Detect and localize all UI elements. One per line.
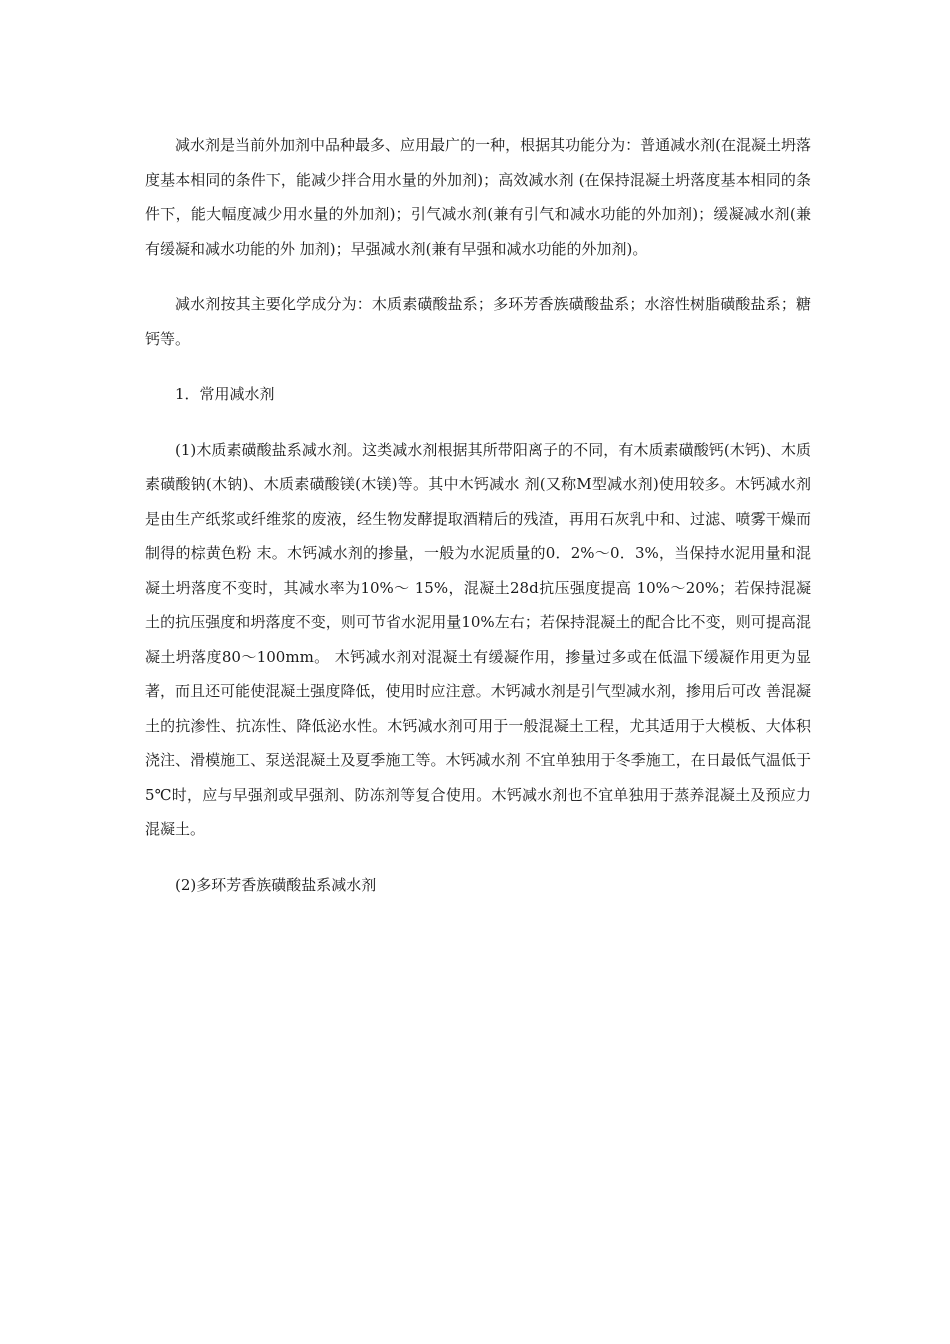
paragraph-chemical-composition: 减水剂按其主要化学成分为：木质素磺酸盐系；多环芳香族磺酸盐系；水溶性树脂磺酸盐系；糖钙等。 <box>145 295 811 348</box>
section-heading-common-reducers: 1．常用减水剂 <box>175 385 275 403</box>
document-body <box>145 128 811 923</box>
paragraph-lignosulfonate-reducer: (1)木质素磺酸盐系减水剂。这类减水剂根据其所带阳离子的不同，有木质素磺酸钙(木钙)、木质素磺酸钠(木钠)、木质素磺酸镁(木镁)等。其中木钙减水 剂(又称M型减水剂)使用较多。木钙减水剂是由生产纸浆或纤维浆的废液，经生物发酵提取酒精后的残渣，再用石灰乳中和、过滤、喷雾干燥而制得的棕黄色粉 末。木钙减水剂的掺量，一般为水泥质量的0．2%～0．3%，当保持水泥用量和混凝土坍落度不变时，其减水率为10%～ 15%，混凝土28d抗压强度提高 10%～20%；若保持混凝土的抗压强度和坍落度不变，则可节省水泥用量10%左右；若保持混凝土的配合比不变，则可提高混凝土坍落度80～100mm。 木钙减水剂对混凝土有缓凝作用，掺量过多或在低温下缓凝作用更为显著，而且还可能使混凝土强度降低，使用时应注意。木钙减水剂是引气型减水剂，掺用后可改 善混凝土的抗渗性、抗冻性、降低泌水性。木钙减水剂可用于一般混凝土工程，尤其适用于大模板、大体积浇注、滑模施工、泵送混凝土及夏季施工等。木钙减水剂 不宜单独用于冬季施工，在日最低气温低于5℃时，应与早强剂或早强剂、防冻剂等复合使用。木钙减水剂也不宜单独用于蒸养混凝土及预应力混凝土。 <box>145 440 811 838</box>
paragraph-water-reducer-classification: 减水剂是当前外加剂中品种最多、应用最广的一种，根据其功能分为：普通减水剂(在混凝土坍落度基本相同的条件下，能减少拌合用水量的外加剂)；高效减水剂 (在保持混凝土坍落度基本相同的条件下，能大幅度减少用水量的外加剂)；引气减水剂(兼有引气和减水功能的外加剂)；缓凝减水剂(兼有缓凝和减水功能的外 加剂)；早强减水剂(兼有早强和减水功能的外加剂)。 <box>145 136 811 258</box>
section-heading-polycyclic-aromatic: (2)多环芳香族磺酸盐系减水剂 <box>175 875 377 894</box>
